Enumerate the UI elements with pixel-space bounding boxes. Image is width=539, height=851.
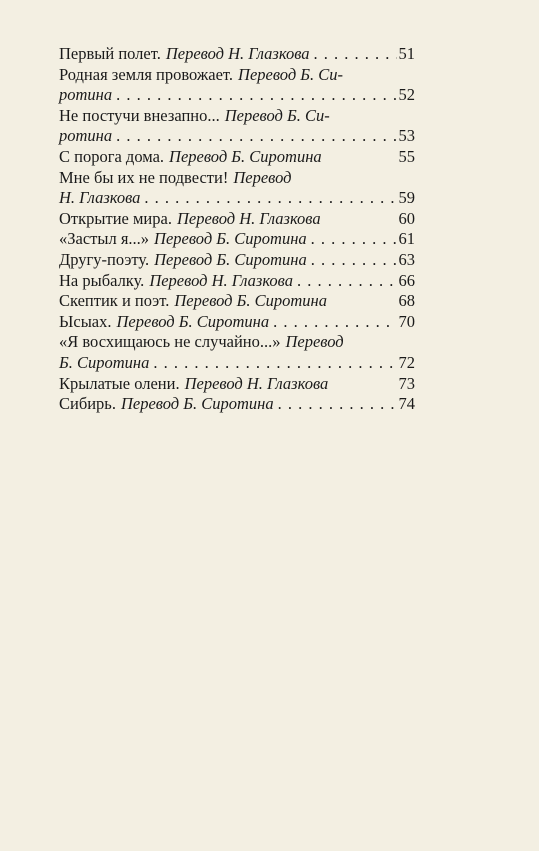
toc-entry — [59, 394, 415, 415]
toc-entry — [59, 332, 415, 353]
leader-dots — [293, 271, 397, 292]
entry-translator: Перевод Б. Сиротина — [154, 249, 307, 269]
page-number: 55 — [398, 146, 415, 166]
page-number: 61 — [398, 229, 415, 249]
entry-translator: ротина — [59, 126, 113, 146]
toc-entry — [59, 209, 415, 230]
page-number: 70 — [398, 311, 415, 331]
entry-title: «Застыл я...» — [59, 229, 150, 249]
page-number: 60 — [398, 208, 415, 228]
page-number: 68 — [398, 291, 415, 311]
entry-translator: Перевод Н. Глазкова — [149, 270, 293, 290]
entry-translator: Перевод Б. Сиротина — [174, 291, 327, 311]
page-number: 51 — [398, 44, 415, 63]
entry-title: Открытие мира. — [59, 208, 172, 228]
toc-entry — [59, 168, 415, 189]
toc-entry — [59, 250, 415, 271]
entry-translator: ротина — [59, 85, 113, 105]
entry-translator: Перевод Б. Сиротина — [116, 311, 270, 331]
leader-dots — [269, 312, 397, 333]
toc-entry-continuation — [59, 85, 415, 106]
entry-translator: Перевод Н. Глазкова — [176, 208, 321, 228]
toc-entry-continuation — [59, 126, 415, 147]
toc-entry-continuation — [59, 188, 415, 209]
entry-title: Ысыах. — [59, 311, 112, 331]
page-number: 72 — [398, 352, 415, 372]
entry-title: Крылатые олени. — [59, 373, 180, 393]
entry-title: Не постучи внезапно... — [59, 105, 220, 125]
table-of-contents — [59, 44, 415, 415]
page-number: 74 — [398, 394, 415, 414]
entry-title: Родная земля провожает. — [59, 64, 234, 84]
toc-entry — [59, 229, 415, 250]
leader-dots — [149, 353, 397, 374]
leader-dots — [274, 394, 397, 415]
entry-title: Первый полет. — [59, 44, 161, 63]
toc-entry — [59, 374, 415, 395]
entry-translator: Б. Сиротина — [59, 352, 150, 372]
page-number: 63 — [398, 249, 415, 269]
entry-translator: Перевод Н. Глазкова — [184, 373, 329, 393]
entry-title: С порога дома. — [59, 146, 165, 166]
page-number: 73 — [398, 373, 415, 393]
entry-translator: Перевод Б. Си- — [224, 105, 330, 125]
entry-translator: Перевод Б. Си- — [238, 64, 344, 84]
entry-translator: Перевод Б. Сиротина — [154, 229, 307, 249]
toc-entry-continuation — [59, 353, 415, 374]
leader-dots — [112, 85, 397, 106]
entry-title: Скептик и поэт. — [59, 291, 170, 311]
leader-dots — [307, 229, 397, 250]
page-number: 53 — [398, 126, 415, 146]
entry-translator: Перевод Н. Глазкова — [165, 44, 310, 63]
toc-entry — [59, 312, 415, 333]
entry-title: «Я восхищаюсь не случайно...» — [59, 332, 281, 352]
toc-entry — [59, 291, 415, 312]
entry-title: На рыбалку. — [59, 270, 145, 290]
page-number: 59 — [398, 188, 415, 208]
leader-dots — [140, 188, 397, 209]
entry-translator: Н. Глазкова — [59, 188, 141, 208]
page-number: 66 — [398, 270, 415, 290]
toc-entry — [59, 106, 415, 127]
entry-translator: Перевод — [233, 167, 292, 187]
entry-translator: Перевод — [285, 332, 344, 352]
toc-entry — [59, 147, 415, 168]
entry-title: Другу-поэту. — [59, 249, 150, 269]
leader-dots — [310, 44, 397, 65]
entry-translator: Перевод Б. Сиротина — [169, 146, 322, 166]
leader-dots — [112, 126, 397, 147]
entry-title: Мне бы их не подвести! — [59, 167, 229, 187]
toc-entry — [59, 65, 415, 86]
entry-title: Сибирь. — [59, 394, 116, 414]
toc-entry — [59, 271, 415, 292]
entry-translator: Перевод Б. Сиротина — [120, 394, 274, 414]
toc-entry — [59, 44, 415, 65]
page-number: 52 — [398, 85, 415, 105]
leader-dots — [307, 250, 397, 271]
